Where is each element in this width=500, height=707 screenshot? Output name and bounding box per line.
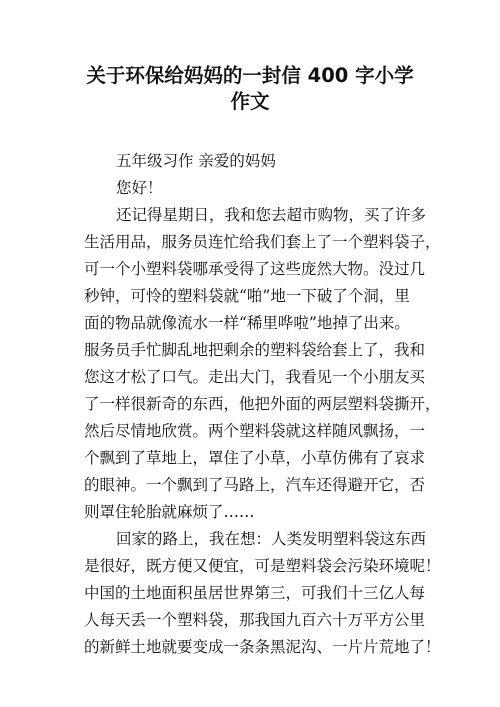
document-title-line-1: 关于环保给妈妈的一封信 400 字小学 [86, 64, 414, 87]
body-line: 中国的土地面积虽居世界第三，可我们十三亿人每 [84, 584, 426, 602]
body-line: 的新鲜土地就要变成一条条黑泥沟、一片片荒地了！ [84, 638, 441, 656]
body-line: 还记得星期日，我和您去超市购物，买了许多 [116, 206, 427, 224]
body-line: 则罩住轮胎就麻烦了…… [84, 503, 255, 521]
body-line: 了一样很新奇的东西，他把外面的两层塑料袋撕开， [84, 395, 441, 413]
letter-greeting: 您好！ [116, 179, 163, 197]
body-line: 回家的路上，我在想：人类发明塑料袋这东西 [116, 530, 427, 548]
body-line: 是很好，既方便又便宜，可是塑料袋会污染环境呢！ [84, 557, 441, 575]
body-line: 可一个小塑料袋哪承受得了这些庞然大物。没过几 [84, 260, 426, 278]
body-line: 人每天丢一个塑料袋，那我国九百六十万平方公里 [84, 611, 426, 629]
body-line: 然后尽情地欣赏。两个塑料袋就这样随风飘扬，一 [84, 422, 426, 440]
body-line: 服务员手忙脚乱地把剩余的塑料袋给套上了，我和 [84, 341, 426, 359]
body-line: 秒钟，可怜的塑料袋就“啪”地一下破了个洞，里 [84, 287, 410, 305]
body-line: 个飘到了草地上，罩住了小草，小草仿佛有了哀求 [84, 449, 426, 467]
body-line: 面的物品就像流水一样“稀里哗啦”地掉了出来。 [84, 314, 410, 332]
body-line: 您这才松了口气。走出大门，我看见一个小朋友买 [84, 368, 426, 386]
document-title-line-2: 作文 [230, 90, 270, 113]
body-line: 的眼神。一个飘到了马路上，汽车还得避开它，否 [84, 476, 426, 494]
body-line: 生活用品，服务员连忙给我们套上了一个塑料袋子， [84, 233, 441, 251]
letter-heading: 五年级习作 亲爱的妈妈 [116, 152, 276, 170]
